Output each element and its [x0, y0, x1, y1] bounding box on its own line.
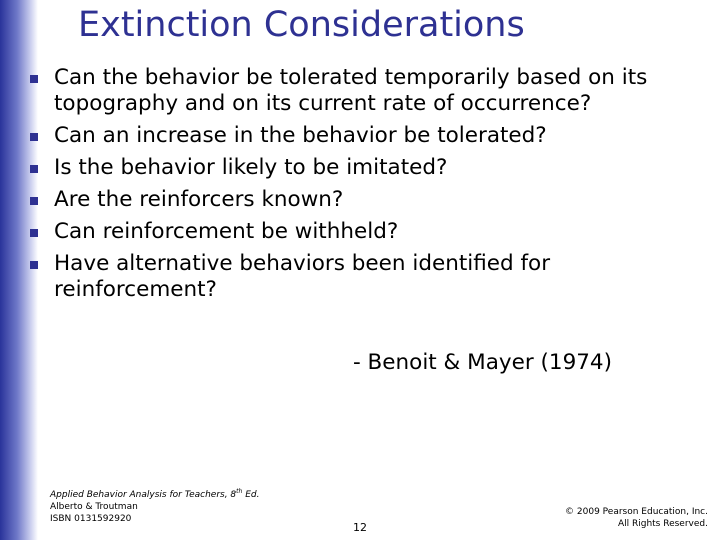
- citation: - Benoit & Mayer (1974): [352, 350, 612, 375]
- footer-book-title: [50, 489, 259, 501]
- footer-isbn: ISBN 0131592920: [50, 514, 132, 524]
- bullet-item: [24, 187, 664, 213]
- square-bullet-icon: [30, 133, 38, 141]
- bullet-item: [24, 123, 664, 149]
- bullet-item: [24, 219, 664, 245]
- bullet-text: Can an increase in the behavior be tolerated?: [54, 123, 547, 148]
- slide-title: Extinction Considerations: [78, 5, 525, 45]
- bullet-item: [24, 251, 664, 303]
- bullet-item: [24, 65, 664, 117]
- footer-rights-line: All Rights Reserved.: [617, 519, 708, 529]
- footer-book-title-text: Applied Behavior Analysis for Teachers, 8: [50, 490, 237, 500]
- bullet-text: Can reinforcement be withheld?: [54, 219, 399, 244]
- footer-copyright-line: © 2009 Pearson Education, Inc.: [565, 507, 708, 517]
- bullet-item: [24, 155, 664, 181]
- footer-book-title-end: Ed.: [242, 490, 260, 500]
- square-bullet-icon: [30, 75, 38, 83]
- square-bullet-icon: [30, 261, 38, 269]
- square-bullet-icon: [30, 197, 38, 205]
- page-number: 12: [353, 521, 367, 534]
- bullet-text: Have alternative behaviors been identified for reinforcement?: [54, 251, 551, 302]
- bullet-text: Are the reinforcers known?: [54, 187, 344, 212]
- footer-book-edition-sup: th: [236, 488, 243, 495]
- footer-book-info: [50, 489, 259, 525]
- footer-copyright: [565, 506, 708, 530]
- bullet-list: [24, 65, 664, 309]
- square-bullet-icon: [30, 229, 38, 237]
- bullet-text: Is the behavior likely to be imitated?: [54, 155, 448, 180]
- bullet-text: Can the behavior be tolerated temporarily based on its topography and on its current rate of occurrence?: [54, 65, 648, 116]
- footer-authors: Alberto & Troutman: [50, 502, 138, 512]
- square-bullet-icon: [30, 165, 38, 173]
